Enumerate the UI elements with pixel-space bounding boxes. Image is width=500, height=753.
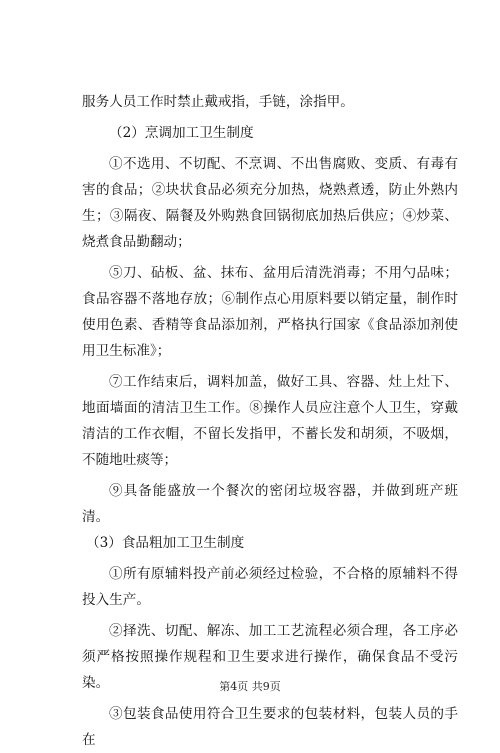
paragraph-rough-rule-1: ①所有原辅料投产前必须经过检验，不合格的原辅料不得投入生产。 xyxy=(82,566,458,608)
section-heading-cooking-hygiene: （2）烹调加工卫生制度 xyxy=(109,125,254,141)
section-heading-rough-processing: （3）食品粗加工卫生制度 xyxy=(86,535,245,551)
paragraph-cooking-rule-9: ⑨具备能盛放一个餐次的密闭垃圾容器，并做到班产班清。 xyxy=(82,483,458,525)
page-number-footer: 第4页 共9页 xyxy=(219,680,281,693)
paragraph-cooking-rules-1-4: ①不选用、不切配、不烹调、不出售腐败、变质、有毒有害的食品；②块状食品必须充分加热，烧熟煮透，防止外熟内生；③隔夜、隔餐及外购熟食回锅彻底加热后供应；④炒菜、烧煮食品勤翻动； xyxy=(82,156,458,250)
paragraph-rough-rule-3: ③包装食品使用符合卫生要求的包装材料，包装人员的手在 xyxy=(82,706,458,748)
document-body xyxy=(82,89,458,753)
paragraph-cooking-rules-5-6: ⑤刀、砧板、盆、抹布、盆用后清洗消毒；不用勺品味；食品容器不落地存放；⑥制作点心用原料要以销定量，制作时使用色素、香精等食品添加剂，严格执行国家《食品添加剂使用卫生标准》； xyxy=(82,265,458,359)
paragraph-staff-jewelry-rule: 服务人员工作时禁止戴戒指，手链，涂指甲。 xyxy=(82,94,354,110)
paragraph-cooking-rules-7-8: ⑦工作结束后，调料加盖，做好工具、容器、灶上灶下、地面墙面的清洁卫生工作。⑧操作人员应注意个人卫生，穿戴清洁的工作衣帽，不留长发指甲，不蓄长发和胡须，不吸烟，不随地吐痰等； xyxy=(82,374,458,468)
paragraph-rough-rule-2: ②择洗、切配、解冻、加工工艺流程必须合理，各工序必须严格按照操作规程和卫生要求进行操作，确保食品不受污染。 xyxy=(82,623,458,691)
